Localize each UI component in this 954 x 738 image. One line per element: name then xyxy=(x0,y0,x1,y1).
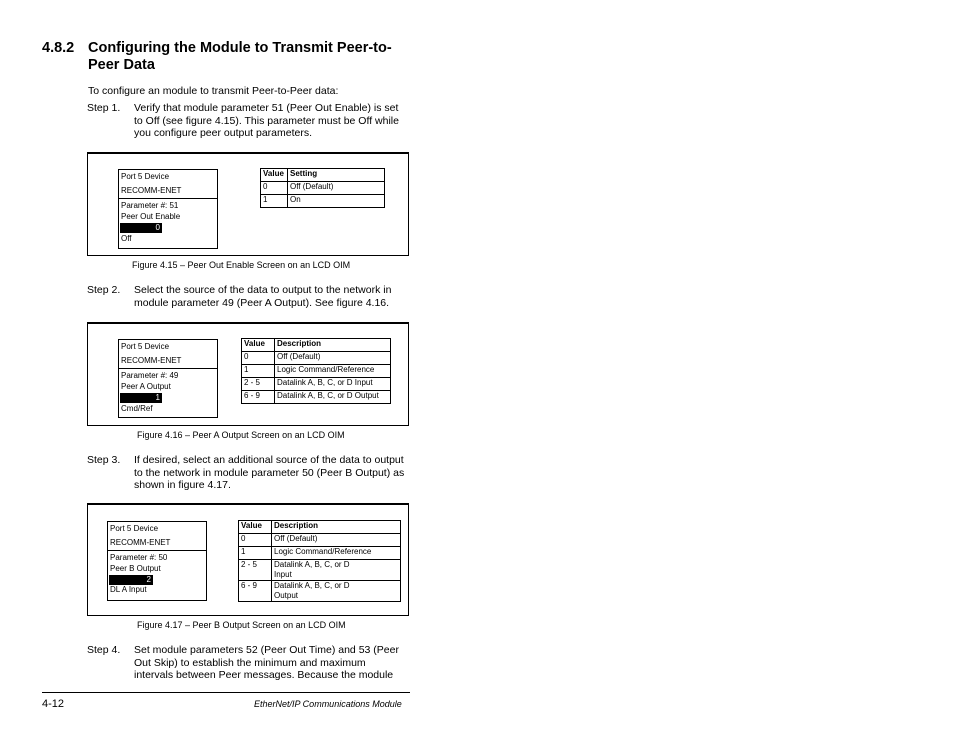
table-cell: Datalink A, B, C, or D Input xyxy=(275,378,391,391)
table-cell: 1 xyxy=(242,365,275,378)
table-cell: Logic Command/Reference xyxy=(272,547,401,560)
table-header: Description xyxy=(272,521,401,534)
lcd-oim-screen xyxy=(118,339,218,418)
lcd-oim-screen xyxy=(107,521,207,601)
table-cell: 1 xyxy=(261,195,288,208)
table-row xyxy=(242,352,391,365)
section-title-line1: Configuring the Module to Transmit Peer-to- xyxy=(88,40,392,56)
step-text xyxy=(134,284,412,309)
oim-divider xyxy=(119,368,217,369)
table-cell: Off (Default) xyxy=(272,534,401,547)
lcd-oim-screen xyxy=(118,169,218,249)
oim-value-text: DL A Input xyxy=(110,585,147,594)
table-row xyxy=(239,560,401,581)
figure-caption: Figure 4.16 – Peer A Output Screen on an LCD OIM xyxy=(137,430,345,440)
step-4 xyxy=(87,644,417,684)
table-cell: 0 xyxy=(261,182,288,195)
step-line: Out Skip) to establish the minimum and maximum xyxy=(134,656,366,669)
oim-value-bar: 1 xyxy=(120,393,162,403)
step-text xyxy=(134,454,412,492)
oim-name: RECOMM-ENET xyxy=(110,538,171,547)
step-3 xyxy=(87,454,417,494)
oim-value-text: Cmd/Ref xyxy=(121,404,153,413)
table-cell-line: Output xyxy=(274,591,299,600)
table-row xyxy=(261,195,385,208)
footer-rule xyxy=(42,692,410,693)
table-cell: On xyxy=(288,195,385,208)
oim-device: Port 5 Device xyxy=(121,342,170,351)
table-header: Value xyxy=(242,339,275,352)
oim-divider xyxy=(108,550,206,551)
document-title: EtherNet/IP Communications Module xyxy=(254,699,402,709)
table-cell: 6 - 9 xyxy=(239,581,272,602)
step-2 xyxy=(87,284,417,312)
step-line: Set module parameters 52 (Peer Out Time) and 53 (Peer xyxy=(134,644,399,656)
table-cell-line: Input xyxy=(274,570,292,579)
table-row xyxy=(242,365,391,378)
table-header: Setting xyxy=(288,169,385,182)
step-line: to Off (see figure 4.15). This parameter must be Off while xyxy=(134,114,399,127)
step-line: If desired, select an additional source of the data to output xyxy=(134,454,404,466)
section-title xyxy=(88,40,408,74)
table-cell xyxy=(272,581,401,602)
step-label: Step 4. xyxy=(87,644,121,656)
section-number: 4.8.2 xyxy=(42,40,75,56)
oim-value-bar: 2 xyxy=(109,575,153,585)
value-table xyxy=(238,520,401,602)
table-cell: Datalink A, B, C, or D Output xyxy=(275,391,391,404)
oim-divider xyxy=(119,198,217,199)
table-cell: 2 - 5 xyxy=(239,560,272,581)
step-label: Step 3. xyxy=(87,454,121,466)
table-header: Value xyxy=(261,169,288,182)
table-cell: 2 - 5 xyxy=(242,378,275,391)
step-1 xyxy=(87,102,417,142)
table-cell-line: Datalink A, B, C, or D xyxy=(274,581,350,590)
oim-param-name: Peer A Output xyxy=(121,382,171,391)
table-cell-line: Datalink A, B, C, or D xyxy=(274,560,350,569)
table-row xyxy=(239,534,401,547)
table-row xyxy=(239,547,401,560)
value-table xyxy=(241,338,391,404)
step-line: shown in figure 4.17. xyxy=(134,479,231,491)
oim-param-name: Peer B Output xyxy=(110,564,161,573)
oim-device: Port 5 Device xyxy=(121,172,170,181)
oim-param: Parameter #: 51 xyxy=(121,201,179,210)
table-cell: 0 xyxy=(242,352,275,365)
table-cell xyxy=(272,560,401,581)
oim-name: RECOMM-ENET xyxy=(121,186,182,195)
table-cell: Off (Default) xyxy=(288,182,385,195)
oim-param-name: Peer Out Enable xyxy=(121,212,181,221)
value-table xyxy=(260,168,385,208)
figure-caption: Figure 4.17 – Peer B Output Screen on an LCD OIM xyxy=(137,620,346,630)
table-header: Description xyxy=(275,339,391,352)
oim-value-bar: 0 xyxy=(120,223,162,233)
table-row xyxy=(239,581,401,602)
step-text xyxy=(134,102,412,140)
page-number: 4-12 xyxy=(42,698,65,710)
table-cell: 1 xyxy=(239,547,272,560)
table-row xyxy=(242,378,391,391)
step-label: Step 2. xyxy=(87,284,121,296)
oim-value-text: Off xyxy=(121,234,132,243)
figure-caption: Figure 4.15 – Peer Out Enable Screen on an LCD OIM xyxy=(132,260,351,270)
oim-param: Parameter #: 49 xyxy=(121,371,179,380)
step-line: intervals between Peer messages. Because the module xyxy=(134,669,394,681)
table-cell: 0 xyxy=(239,534,272,547)
step-line: you configure peer output parameters. xyxy=(134,127,313,139)
step-line: Verify that module parameter 51 (Peer Out Enable) is set xyxy=(134,102,399,114)
table-cell: Logic Command/Reference xyxy=(275,365,391,378)
step-text xyxy=(134,644,412,682)
table-row xyxy=(242,391,391,404)
oim-param: Parameter #: 50 xyxy=(110,553,168,562)
table-cell: Off (Default) xyxy=(275,352,391,365)
step-line: Select the source of the data to output to the network in xyxy=(134,284,392,296)
intro-text: To configure an module to transmit Peer-to-Peer data: xyxy=(88,85,339,97)
table-row xyxy=(261,182,385,195)
oim-device: Port 5 Device xyxy=(110,524,159,533)
step-line: module parameter 49 (Peer A Output). See figure 4.16. xyxy=(134,296,390,309)
step-line: to the network in module parameter 50 (Peer B Output) as xyxy=(134,466,405,479)
table-cell: 6 - 9 xyxy=(242,391,275,404)
step-label: Step 1. xyxy=(87,102,121,114)
section-title-line2: Peer Data xyxy=(88,57,155,73)
table-header: Value xyxy=(239,521,272,534)
oim-name: RECOMM-ENET xyxy=(121,356,182,365)
